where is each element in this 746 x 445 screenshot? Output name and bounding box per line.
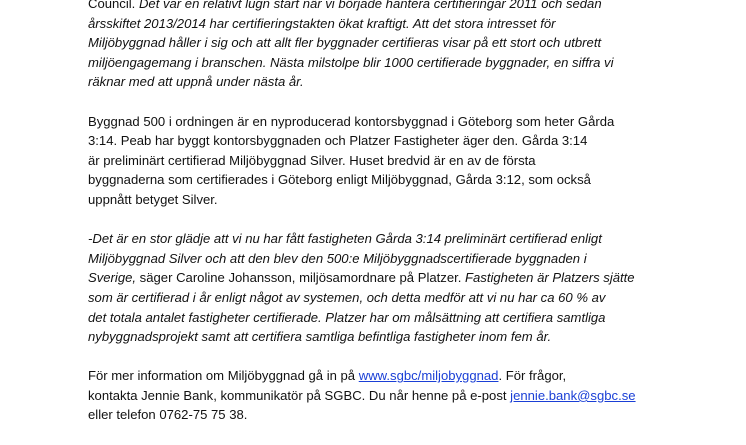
- text-line: [88, 0, 688, 14]
- text-run: säger Caroline Johansson, miljösamordnare på Platzer.: [136, 270, 466, 286]
- quote-text: -Det är en stor glädje att vi nu har fått fastigheten Gårda 3:14 preliminärt certifierad enligt: [88, 231, 602, 247]
- text-run: Council.: [88, 0, 139, 11]
- quote-text: Miljöbyggnad håller i sig och att allt fler byggnader certifieras visar på ett stort och utbrett: [88, 35, 602, 51]
- email-link[interactable]: jennie.bank@sgbc.se: [510, 387, 636, 403]
- quote-text: räknar med att uppnå under nästa år.: [88, 74, 304, 90]
- quote-text: som är certifierad i år enligt något av systemen, och detta medför att vi nu har ca 60 % av: [88, 289, 606, 305]
- quote-text: Miljöbyggnad Silver och att den blev den 500:e Miljöbyggnadscertifierade byggnaden i: [88, 250, 587, 266]
- text-line: [88, 268, 688, 288]
- text-line: 3:14. Peab har byggt kontorsbyggnaden och Platzer Fastigheter äger den. Gårda 3:14: [88, 133, 588, 149]
- text-run: kontakta Jennie Bank, kommunikatör på SGBC. Du når henne på e-post: [88, 387, 511, 403]
- quote-text: årsskiftet 2013/2014 har certifieringstakten ökat kraftigt. Att det stora intresset för: [88, 15, 556, 31]
- quote-text: Det var en relativt lugn start när vi började hantera certifieringar 2011 och sedan: [138, 0, 602, 11]
- quote-text: det totala antalet fastigheter certifierade. Platzer har om målsättning att certifiera samtliga: [88, 309, 606, 325]
- text-line: Byggnad 500 i ordningen är en nyproducerad kontorsbyggnad i Göteborg som heter Gårda: [88, 113, 615, 129]
- text-line: uppnått betyget Silver.: [88, 191, 218, 207]
- paragraph-quote: [88, 229, 688, 347]
- text-line: [88, 386, 688, 406]
- paragraph-contact: [88, 366, 688, 425]
- text-line: [88, 366, 688, 386]
- website-link[interactable]: www.sgbc/miljobyggnad: [358, 368, 499, 384]
- paragraph-intro: [88, 0, 688, 92]
- text-line: är preliminärt certifierad Miljöbyggnad Silver. Huset bredvid är en av de första: [88, 152, 536, 168]
- quote-text: Fastigheten är Platzers sjätte: [465, 270, 635, 286]
- quote-text: nybyggnadsprojekt samt att certifiera samtliga befintliga fastigheter inom fem år.: [88, 329, 552, 345]
- quote-text: miljöengagemang i branschen. Nästa milstolpe blir 1000 certifierade byggnader, en siffra vi: [88, 54, 614, 70]
- text-run: . För frågor,: [498, 368, 567, 384]
- paragraph-building-500: [88, 112, 688, 210]
- text-line: eller telefon 0762-75 75 38.: [88, 407, 248, 423]
- text-line: byggnaderna som certifierades i Göteborg enligt Miljöbyggnad, Gårda 3:12, som också: [88, 172, 591, 188]
- quote-text: Sverige,: [88, 270, 137, 286]
- text-run: För mer information om Miljöbyggnad gå in på: [88, 368, 359, 384]
- document-body: [88, 0, 688, 445]
